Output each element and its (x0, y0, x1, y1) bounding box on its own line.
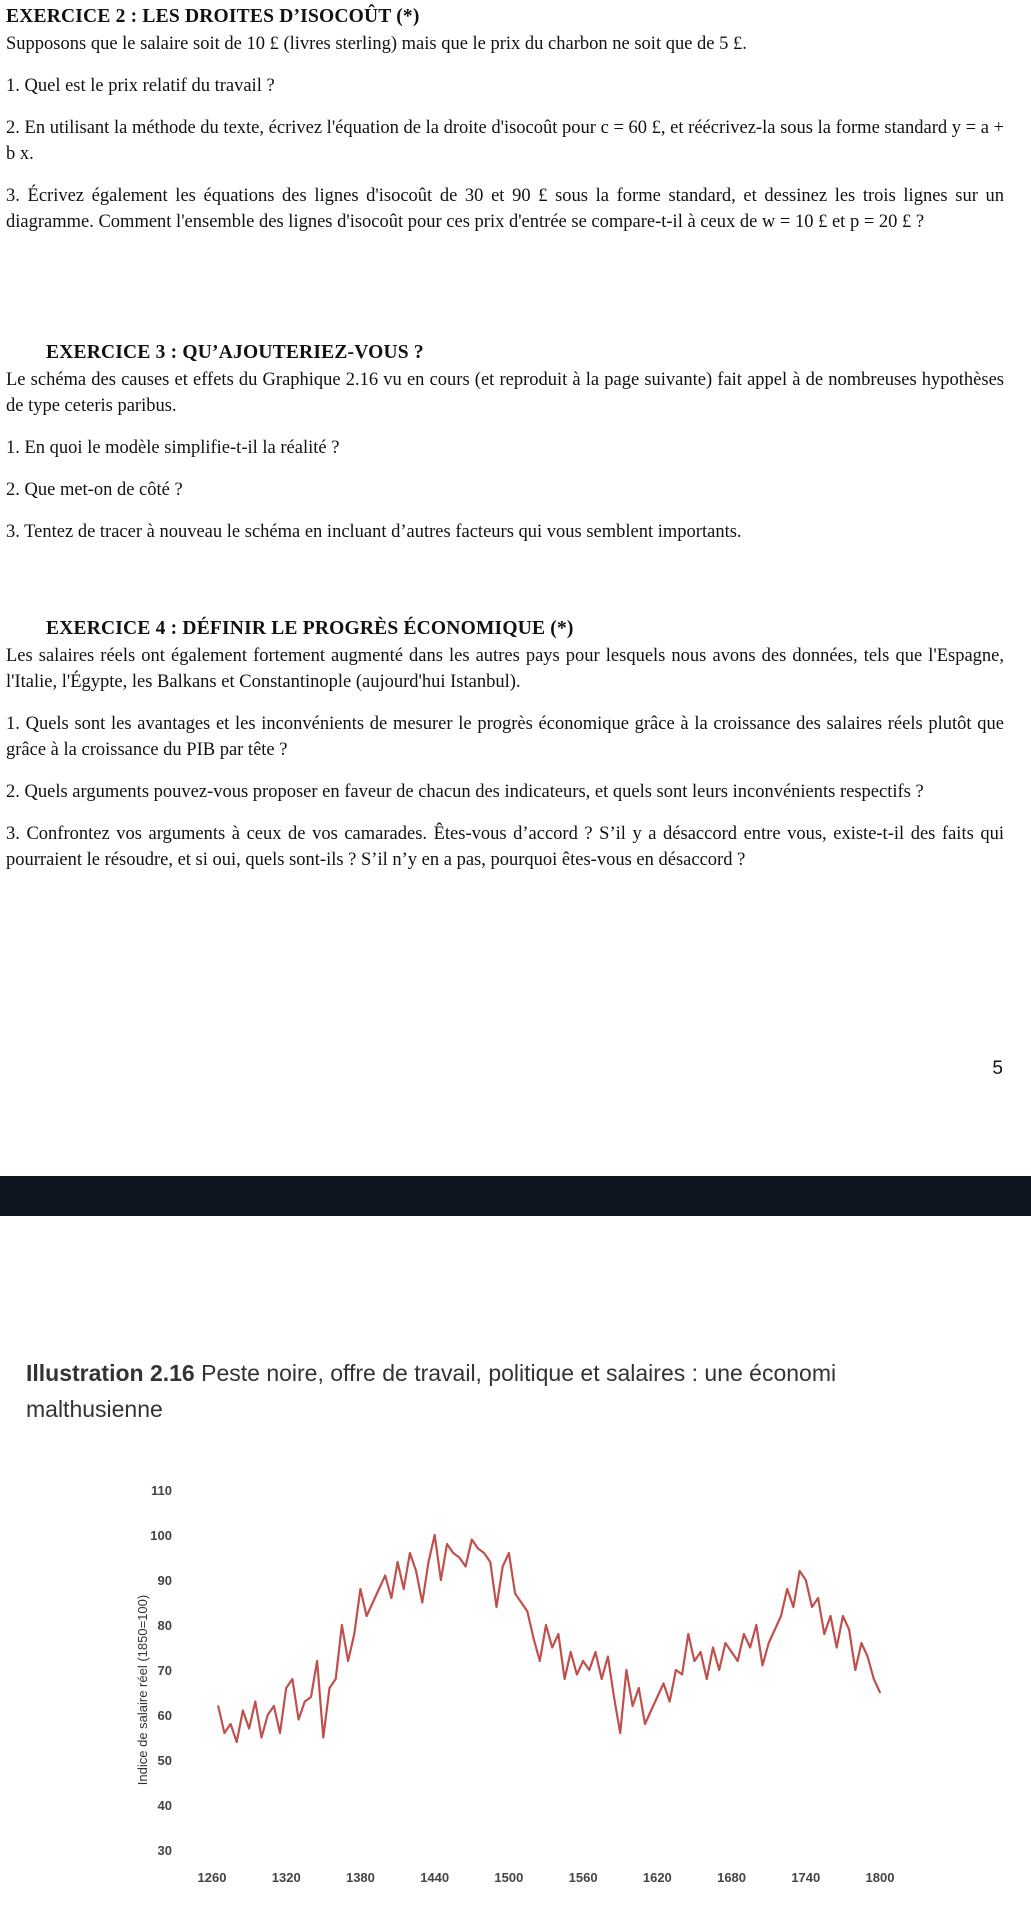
exercise-4-question-1: 1. Quels sont les avantages et les inconvénients de mesurer le progrès économique grâce à la croissance des salaires réels plutôt que grâce à la croissance du PIB par tête ? (6, 714, 1004, 760)
data-point-1755 (823, 1633, 825, 1635)
data-point-1450 (446, 1543, 448, 1545)
data-point-1495 (502, 1566, 504, 1568)
data-point-1635 (675, 1669, 677, 1671)
data-point-1610 (644, 1723, 646, 1725)
data-point-1645 (687, 1633, 689, 1635)
data-point-1725 (786, 1588, 788, 1590)
exercise-3-body (6, 367, 1004, 545)
data-point-1750 (817, 1597, 819, 1599)
data-point-1415 (403, 1588, 405, 1590)
data-point-1590 (619, 1732, 621, 1734)
data-point-1555 (576, 1674, 578, 1676)
exercise-3-intro: Le schéma des causes et effets du Graphique 2.16 vu en cours (et reproduit à la page suivante) fait appel à de nombreuses hypothèses de type ceteris paribus. (6, 370, 1004, 416)
data-point-1710 (768, 1642, 770, 1644)
x-tick-label-1800: 1800 (865, 1870, 895, 1885)
data-point-1460 (459, 1557, 461, 1559)
page-divider (0, 1176, 1031, 1216)
exercise-2-title: EXERCICE 2 : LES DROITES D’ISOCOÛT (*) (6, 6, 420, 27)
data-point-1380 (360, 1588, 362, 1590)
data-point-1280 (236, 1741, 238, 1743)
data-point-1510 (520, 1602, 522, 1604)
data-point-1340 (310, 1696, 312, 1698)
data-point-1745 (811, 1606, 813, 1608)
data-point-1770 (842, 1615, 844, 1617)
data-point-1505 (514, 1593, 516, 1595)
data-point-1475 (477, 1548, 479, 1550)
data-point-1270 (224, 1732, 226, 1734)
data-point-1785 (861, 1642, 863, 1644)
data-point-1480 (483, 1552, 485, 1554)
x-tick-label-1560: 1560 (568, 1870, 598, 1885)
data-point-1640 (681, 1674, 683, 1676)
data-point-1720 (780, 1615, 782, 1617)
illustration-label: Illustration 2.16 (26, 1360, 195, 1386)
data-point-1575 (601, 1678, 603, 1680)
y-axis-label: Indice de salaire réel (1850=100) (135, 1594, 150, 1786)
data-point-1430 (421, 1602, 423, 1604)
data-point-1390 (372, 1602, 374, 1604)
data-point-1315 (279, 1732, 281, 1734)
data-point-1655 (700, 1651, 702, 1653)
exercise-2-intro: Supposons que le salaire soit de 10 £ (livres sterling) mais que le prix du charbon ne soit que de 5 £. (6, 34, 747, 54)
data-point-1740 (805, 1579, 807, 1581)
y-axis-ticks (150, 1483, 172, 1858)
data-point-1700 (755, 1624, 757, 1626)
series-line-real-wage (218, 1535, 880, 1742)
data-point-1615 (650, 1710, 652, 1712)
exercise-2-question-1: 1. Quel est le prix relatif du travail ? (6, 76, 275, 96)
data-point-1680 (731, 1651, 733, 1653)
data-point-1685 (737, 1660, 739, 1662)
data-point-1365 (341, 1624, 343, 1626)
exercise-4-intro: Les salaires réels ont également fortement augmenté dans les autres pays pour lesquels nous avons des données, tels que l'Espagne, l'Italie, l'Égypte, les Balkans et Constantinople (aujourd'hui Istanbul). (6, 646, 1004, 692)
data-point-1665 (712, 1647, 714, 1649)
y-tick-label-30: 30 (157, 1843, 172, 1858)
exercise-3-question-3: 3. Tentez de tracer à nouveau le schéma en incluant d’autres facteurs qui vous semblent importants. (6, 522, 742, 542)
illustration-title-text: Peste noire, offre de travail, politique et salaires : une économi (194, 1360, 837, 1386)
exercise-3-title: EXERCICE 3 : QU’AJOUTERIEZ-VOUS ? (46, 342, 424, 363)
x-tick-label-1680: 1680 (717, 1870, 747, 1885)
data-point-1535 (551, 1647, 553, 1649)
data-point-1775 (848, 1629, 850, 1631)
x-tick-label-1500: 1500 (494, 1870, 524, 1885)
y-tick-label-80: 80 (157, 1618, 172, 1633)
data-point-1435 (428, 1561, 430, 1563)
data-point-1420 (409, 1552, 411, 1554)
data-point-1595 (626, 1669, 628, 1671)
data-point-1670 (718, 1669, 720, 1671)
data-point-1320 (285, 1687, 287, 1689)
data-point-1275 (230, 1723, 232, 1725)
real-wage-chart (130, 1465, 910, 1885)
exercise-2-question-2: 2. En utilisant la méthode du texte, écrivez l'équation de la droite d'isocoût pour c = 60 £, et réécrivez-la sous la forme standard y = a + b x. (6, 118, 1004, 164)
data-point-1600 (632, 1705, 634, 1707)
exercise-4-question-2: 2. Quels arguments pouvez-vous proposer en faveur de chacun des indicateurs, et quels sont leurs inconvénients respectifs ? (6, 782, 924, 802)
illustration-title-line-2: malthusienne (26, 1396, 163, 1422)
exercise-3-question-2: 2. Que met-on de côté ? (6, 480, 183, 500)
data-point-1360 (335, 1678, 337, 1680)
data-point-1650 (694, 1660, 696, 1662)
data-point-1690 (743, 1633, 745, 1635)
data-point-1265 (217, 1705, 219, 1707)
data-point-1695 (749, 1647, 751, 1649)
data-point-1630 (669, 1701, 671, 1703)
data-point-1440 (434, 1534, 436, 1536)
x-tick-label-1440: 1440 (420, 1870, 450, 1885)
page-number: 5 (992, 1058, 1003, 1079)
data-point-1400 (384, 1575, 386, 1577)
exercise-3-question-1: 1. En quoi le modèle simplifie-t-il la réalité ? (6, 438, 340, 458)
y-tick-label-90: 90 (157, 1573, 172, 1588)
x-tick-label-1320: 1320 (271, 1870, 301, 1885)
data-point-1405 (391, 1597, 393, 1599)
data-point-1345 (316, 1660, 318, 1662)
data-point-1675 (725, 1642, 727, 1644)
exercise-4-body (6, 643, 1004, 873)
data-point-1335 (304, 1701, 306, 1703)
y-tick-label-70: 70 (157, 1663, 172, 1678)
data-point-1605 (638, 1687, 640, 1689)
data-point-1625 (663, 1683, 665, 1685)
data-point-1525 (539, 1660, 541, 1662)
y-tick-label-40: 40 (157, 1798, 172, 1813)
data-point-1330 (298, 1719, 300, 1721)
data-point-1300 (261, 1737, 263, 1739)
data-point-1570 (595, 1651, 597, 1653)
exercise-4-title: EXERCICE 4 : DÉFINIR LE PROGRÈS ÉCONOMIQUE (*) (46, 618, 574, 639)
data-point-1350 (322, 1737, 324, 1739)
data-point-1715 (774, 1629, 776, 1631)
data-point-1800 (879, 1692, 881, 1694)
data-point-1760 (830, 1615, 832, 1617)
data-point-1585 (613, 1696, 615, 1698)
data-point-1310 (273, 1705, 275, 1707)
x-axis-ticks (198, 1870, 895, 1885)
data-point-1790 (867, 1656, 869, 1658)
data-point-1385 (366, 1615, 368, 1617)
data-point-1500 (508, 1552, 510, 1554)
data-point-1490 (496, 1606, 498, 1608)
data-point-1550 (570, 1651, 572, 1653)
y-tick-label-100: 100 (150, 1528, 172, 1543)
data-point-1290 (248, 1728, 250, 1730)
data-point-1515 (527, 1611, 529, 1613)
data-point-1540 (558, 1633, 560, 1635)
exercise-4-question-3: 3. Confrontez vos arguments à ceux de vos camarades. Êtes-vous d’accord ? S’il y a désaccord entre vous, existe-t-il des faits qui pourraient le résoudre, et si oui, quels sont-ils ? S’il n’y en a pas, pourquoi êtes-vous en désaccord ? (6, 824, 1004, 870)
y-tick-label-60: 60 (157, 1708, 172, 1723)
data-point-1795 (873, 1678, 875, 1680)
x-tick-label-1620: 1620 (642, 1870, 672, 1885)
data-point-1370 (347, 1660, 349, 1662)
data-point-1410 (397, 1561, 399, 1563)
data-point-1325 (292, 1678, 294, 1680)
exercise-2-body (6, 31, 1004, 235)
data-point-1355 (329, 1687, 331, 1689)
data-point-1735 (799, 1570, 801, 1572)
data-point-1530 (545, 1624, 547, 1626)
y-tick-label-50: 50 (157, 1753, 172, 1768)
data-point-1765 (836, 1647, 838, 1649)
data-point-1285 (242, 1710, 244, 1712)
y-tick-label-110: 110 (151, 1483, 172, 1498)
data-point-1395 (378, 1588, 380, 1590)
data-point-1375 (353, 1633, 355, 1635)
data-point-1295 (254, 1701, 256, 1703)
data-point-1705 (762, 1665, 764, 1667)
data-point-1620 (656, 1696, 658, 1698)
data-point-1580 (607, 1656, 609, 1658)
x-tick-label-1260: 1260 (197, 1870, 227, 1885)
data-point-1560 (582, 1660, 584, 1662)
data-point-1565 (588, 1669, 590, 1671)
data-point-1660 (706, 1678, 708, 1680)
illustration-title (26, 1355, 1026, 1427)
x-tick-label-1740: 1740 (791, 1870, 821, 1885)
data-point-1305 (267, 1714, 269, 1716)
data-point-1425 (415, 1570, 417, 1572)
data-point-1520 (533, 1638, 535, 1640)
data-point-1545 (564, 1678, 566, 1680)
data-point-1730 (793, 1606, 795, 1608)
exercise-2-question-3: 3. Écrivez également les équations des lignes d'isocoût de 30 et 90 £ sous la forme standard, et dessinez les trois lignes sur un diagramme. Comment l'ensemble des lignes d'isocoût pour ces prix d'entrée se compare-t-il à ceux de w = 10 £ et p = 20 £ ? (6, 186, 1004, 232)
data-point-1465 (465, 1566, 467, 1568)
data-point-1485 (489, 1561, 491, 1563)
data-point-1445 (440, 1579, 442, 1581)
data-point-1470 (471, 1539, 473, 1541)
data-point-1780 (854, 1669, 856, 1671)
data-point-1455 (452, 1552, 454, 1554)
x-tick-label-1380: 1380 (345, 1870, 375, 1885)
